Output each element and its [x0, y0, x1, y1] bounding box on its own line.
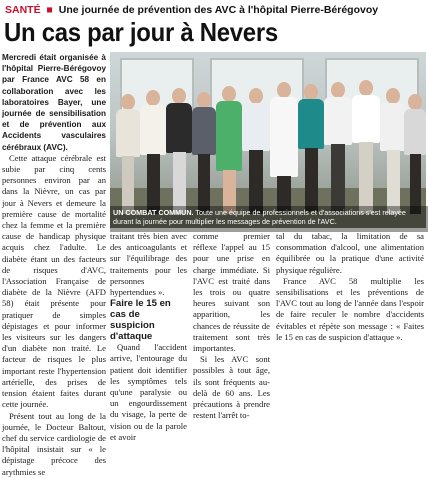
person-figure: [192, 92, 216, 214]
article-photo: [110, 52, 426, 228]
article-column-1: [2, 52, 106, 477]
article-column-4: [276, 231, 424, 397]
kicker-text: Une journée de prévention des AVC à l'hôpital Pierre-Bérégovoy: [58, 4, 379, 16]
person-figure: [140, 90, 166, 214]
person-figure: [166, 88, 192, 214]
person-figure: [270, 82, 298, 214]
section-label: SANTÉ: [5, 4, 41, 16]
paragraph: tal du tabac, la limitation de sa consommation d'alcool, une alimentation équilibrée ou la pratique d'une activité physique régulière.: [276, 231, 424, 275]
person-figure: [116, 94, 140, 214]
headline: Un cas par jour à Nevers: [4, 17, 278, 47]
person-figure: [216, 86, 242, 214]
article-kicker: [5, 3, 425, 17]
person-figure: [298, 84, 324, 214]
paragraph: Cette attaque cérébrale est subie par cinq cents personnes environ par an dans la Nièvre, un cas par jour à Nevers et demeure la première cause de mortalité chez la femme et la première cause de handicap physique acquis chez l'adulte. Le diabète étant un des facteurs de risques d'AVC, l'Association Française de diabète de la Nièvre (AFD 58) était présente pour pratiquer de simples dépistages et pour informer les visiteurs sur les dangers d'un diabète non traité. Le facteur de risques le plus important reste l'hypertension artérielle, des prises de tension étaient faites durant cette journée.: [2, 152, 106, 410]
subheading: Faire le 15 en cas de suspicion d'attaque: [110, 298, 171, 343]
person-figure: [352, 80, 380, 214]
paragraph: Quand l'accident arrive, l'entourage du patient doit identifier les symptômes tels qu'une paralysie ou un engourdissement du visage, la perte de vision ou de la parole et avoir: [110, 342, 187, 442]
paragraph: Présent tout au long de la journée, le Docteur Baltout, chef du service cardiologie de l'hôpital insistait sur « le dépistage précoce des arythmies se: [2, 410, 106, 477]
person-figure: [242, 88, 270, 214]
person-figure: [380, 88, 406, 214]
article-lead: Mercredi était organisée à l'hôpital Pierre-Bérégovoy par France AVC 58 en collaboration avec les laboratoires Bayer, une journée de sensibilisation et de prévention aux Accidents vasculaires cérébraux (AVC).: [2, 53, 106, 152]
paragraph: France AVC 58 multiplie les sensibilisations et les préventions de l'AVC tout au long de l'année dans l'espoir de faire reculer le nombre d'accidents évitables et répète son message : « Faites le 15 en cas de suspicion d'attaque ».: [276, 275, 424, 342]
paragraph: Si les AVC sont possibles à tout âge, ils sont fréquents au-delà de 60 ans. Les précautions à prendre restent l'arrêt to-: [193, 354, 270, 421]
bullet-icon: ■: [46, 4, 53, 16]
paragraph: comme premier réflexe l'appel au 15 pour une prise en charge immédiate. Si l'AVC est traité dans les trois ou quatre heures suivant son apparition, les chances de réussite de traitement sont très importantes.: [193, 231, 270, 354]
paragraph: traitant très bien avec des anticoagulants et sur l'équilibrage des traitements pour les personnes hypertendues ».: [110, 231, 187, 298]
article-column-2: [110, 231, 187, 442]
caption-text: Toute une équipe de professionnels et d'associations s'est relayée durant la journée pour multiplier les messages de prévention de l'AVC.: [113, 208, 406, 226]
person-figure: [404, 94, 426, 214]
photo-caption: [110, 206, 428, 232]
article-column-3: [193, 231, 270, 421]
person-figure: [324, 82, 352, 214]
caption-title: UN COMBAT COMMUN.: [113, 208, 194, 217]
